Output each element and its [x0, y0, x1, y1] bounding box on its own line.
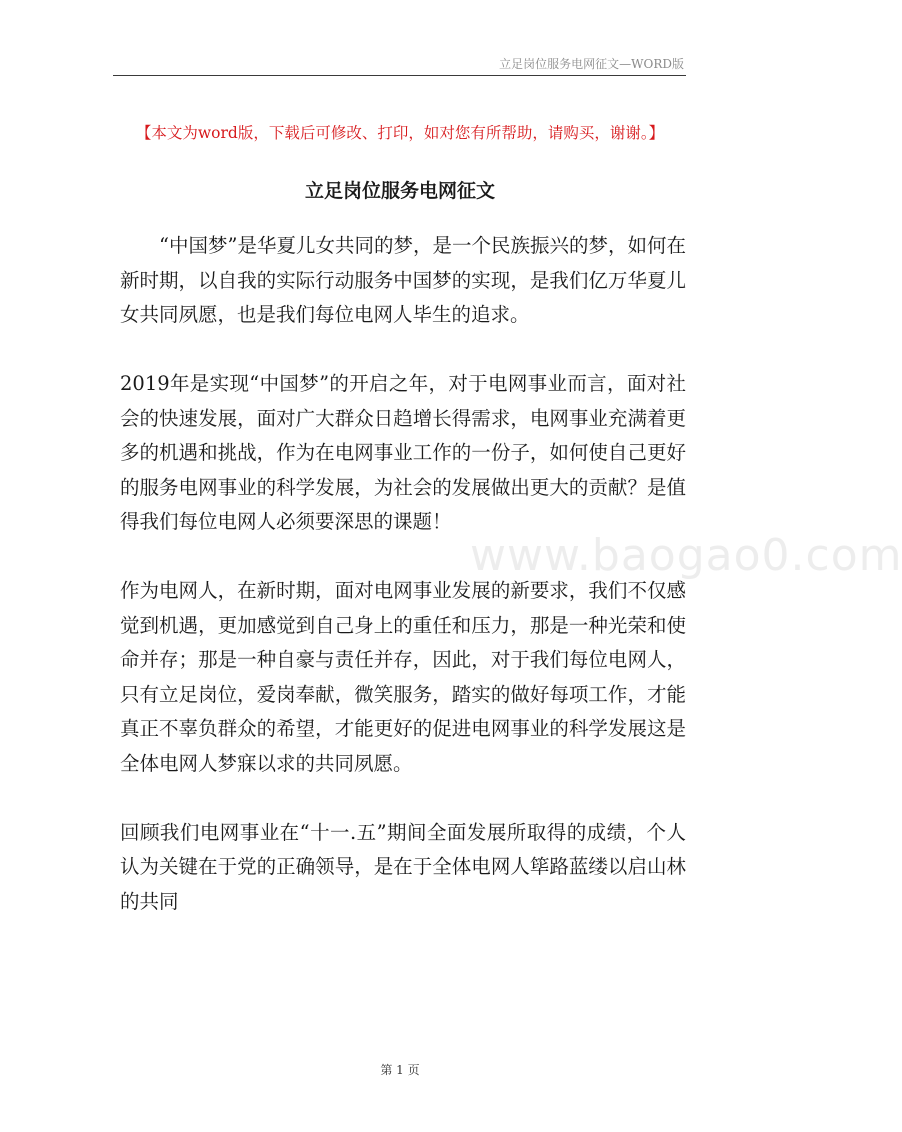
paragraph-3: 作为电网人，在新时期，面对电网事业发展的新要求，我们不仅感觉到机遇，更加感觉到自己身上的重任和压力，那是一种光荣和使命并存；那是一种自豪与责任并存，因此，对于我们每位电网人，只有立足岗位，爱岗奉献，微笑服务，踏实的做好每项工作，才能真正不辜负群众的希望，才能更好的促进电网事业的科学发展这是全体电网人梦寐以求的共同夙愿。	[120, 579, 686, 775]
watermark: www.baogao0.com	[470, 530, 902, 581]
paragraph-1: “中国梦”是华夏儿女共同的梦，是一个民族振兴的梦，如何在新时期，以自我的实际行动服务中国梦的实现，是我们亿万华夏儿女共同夙愿，也是我们每位电网人毕生的追求。	[120, 234, 686, 326]
purchase-notice: 【本文为word版，下载后可修改、打印，如对您有所帮助，请购买，谢谢。】	[135, 124, 665, 142]
page-number: 第 1 页	[380, 1063, 420, 1077]
paragraph-2: 2019年是实现“中国梦”的开启之年，对于电网事业而言，面对社会的快速发展，面对广大群众日趋增长得需求，电网事业充满着更多的机遇和挑战，作为在电网事业工作的一份子，如何使自己更好的服务电网事业的科学发展，为社会的发展做出更大的贡献？是值得我们每位电网人必须要深思的课题！	[120, 372, 686, 533]
header-divider	[113, 75, 686, 76]
running-header: 立足岗位服务电网征文—WORD版	[499, 57, 684, 71]
document-title: 立足岗位服务电网征文	[304, 180, 495, 202]
paragraph-4: 回顾我们电网事业在“十一.五”期间全面发展所取得的成绩，个人认为关键在于党的正确领导，是在于全体电网人筚路蓝缕以启山林的共同	[120, 820, 686, 913]
document-body	[120, 229, 686, 954]
